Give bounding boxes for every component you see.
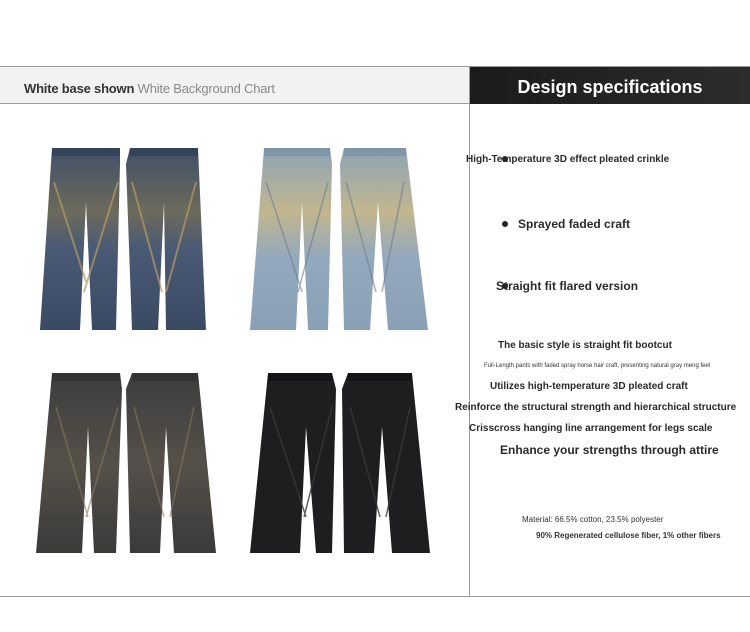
jeans-front-back-image xyxy=(246,367,434,557)
material-line-1: Material: 66.5% cotton, 23.5% polyester xyxy=(522,515,664,524)
feature-straight-fit: Straight fit flared version xyxy=(496,279,639,293)
column-divider xyxy=(469,66,470,597)
detail-basic-style: The basic style is straight fit bootcut xyxy=(498,340,672,351)
feature-pleated-crinkle: High-Temperature 3D effect pleated crinkle xyxy=(466,154,670,165)
white-base-label: White base shown xyxy=(24,81,135,96)
right-header-bar xyxy=(470,67,750,104)
white-background-label: White Background Chart xyxy=(137,81,275,96)
material-line-2: 90% Regenerated cellulose fiber, 1% other fibers xyxy=(536,531,721,540)
product-image-vintage-blue xyxy=(34,142,214,334)
product-image-light-blue xyxy=(246,142,432,334)
detail-reinforce: Reinforce the structural strength and hierarchical structure xyxy=(455,402,737,413)
left-header-label xyxy=(24,81,275,96)
bullet-icon xyxy=(502,221,508,227)
bottom-divider xyxy=(0,596,750,597)
left-header-bar xyxy=(0,67,469,104)
feature-sprayed-faded: Sprayed faded craft xyxy=(518,217,631,231)
design-specifications-title: Design specifications xyxy=(517,77,703,97)
product-image-black xyxy=(246,367,434,557)
product-image-gray xyxy=(34,367,218,557)
detail-full-length: Full-Length pants with faded spray horse hair craft, presenting natural gray meng feel xyxy=(484,363,711,369)
detail-crisscross: Crisscross hanging line arrangement for legs scale xyxy=(469,423,713,434)
jeans-front-back-image xyxy=(34,367,218,557)
detail-utilizes: Utilizes high-temperature 3D pleated craft xyxy=(490,381,688,392)
jeans-front-back-image xyxy=(246,142,432,334)
jeans-front-back-image xyxy=(34,142,214,334)
detail-enhance: Enhance your strengths through attire xyxy=(500,443,719,457)
